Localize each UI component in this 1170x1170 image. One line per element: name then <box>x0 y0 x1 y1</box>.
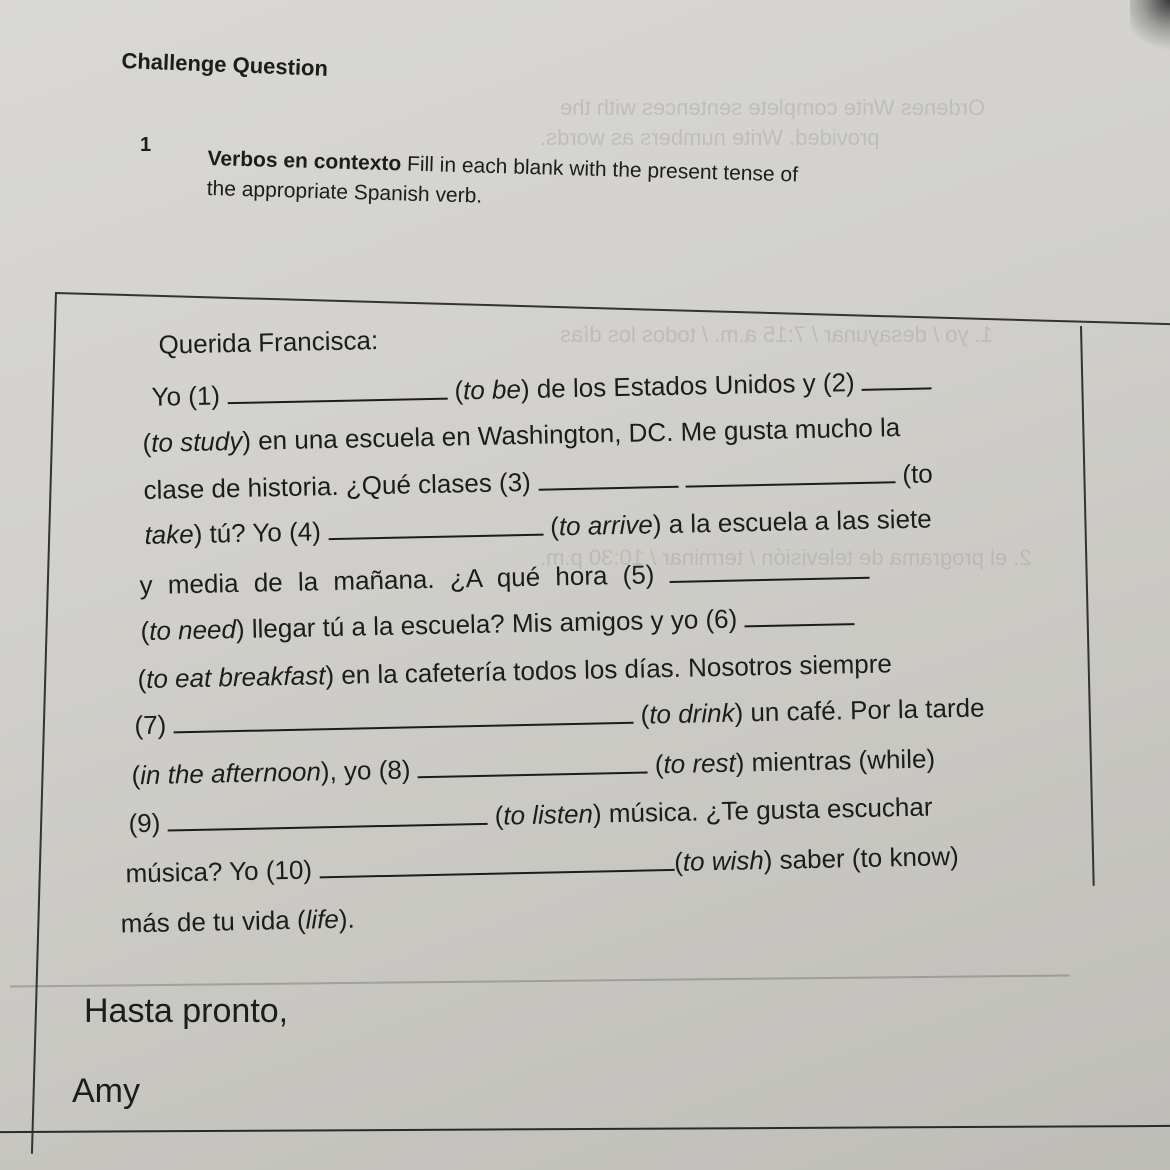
letter-text: ). <box>338 903 356 934</box>
letter-text: ) tú? Yo (4) <box>193 516 329 549</box>
letter-text: (9) <box>128 807 168 839</box>
instruction-text: Fill in each blank with the present tense of <box>406 152 799 187</box>
letter-text: (7) <box>134 709 174 741</box>
answer-blank[interactable] <box>319 849 674 878</box>
instruction-text: the appropriate Spanish verb. <box>206 176 483 208</box>
verb-hint: to wish <box>682 845 765 877</box>
letter-text: ) música. ¿Te gusta escuchar <box>592 791 933 829</box>
letter-text: música? Yo (10) <box>125 854 320 889</box>
answer-blank[interactable] <box>328 514 543 540</box>
letter-text: ( <box>647 749 664 780</box>
letter-closing: Hasta pronto, <box>84 992 289 1030</box>
letter-greeting: Querida Francisca: <box>158 325 379 360</box>
letter-line <box>120 904 355 940</box>
answer-blank[interactable] <box>862 367 932 390</box>
letter-text: ( <box>446 375 464 406</box>
verb-hint: to be <box>462 374 522 406</box>
question-instructions <box>206 144 1027 227</box>
letter-text: ( <box>140 615 150 647</box>
letter-text: ) saber (to know) <box>763 840 960 876</box>
page-corner-shadow <box>1130 0 1170 60</box>
verb-hint: to arrive <box>558 509 654 542</box>
verb-hint: in the afternoon <box>139 756 322 791</box>
letter-text: ( <box>487 800 504 831</box>
letter-text: ) en la cafetería todos los días. Nosotros siempre <box>325 648 893 691</box>
verb-hint: take <box>144 518 194 550</box>
letter-text: ) llegar tú a la escuela? Mis amigos y yo (6) <box>235 603 745 645</box>
letter-text: ), yo (8) <box>320 754 418 787</box>
bleed-through-text: 2. el programa de televisión / terminar / 10:30 p.m. <box>540 545 1032 570</box>
letter-text: ) de los Estados Unidos y (2) <box>520 366 863 405</box>
answer-blank[interactable] <box>685 461 895 487</box>
bleed-through-text: provided. Write numbers as words. <box>540 125 880 150</box>
verb-hint: to study <box>150 425 243 458</box>
letter-text: (to <box>894 458 934 490</box>
letter-text: ( <box>142 427 152 458</box>
letter-text: ( <box>633 699 650 730</box>
letter-text: Yo (1) <box>151 380 228 412</box>
answer-blank[interactable] <box>538 466 678 491</box>
answer-blank[interactable] <box>227 378 447 405</box>
verb-hint: to listen <box>503 798 594 831</box>
verb-hint: to eat breakfast <box>145 660 326 694</box>
question-title: Verbos en contexto <box>207 146 402 176</box>
letter-text: ( <box>137 663 147 695</box>
letter-text: ) un café. Por la tarde <box>734 692 985 728</box>
answer-blank[interactable] <box>417 751 647 778</box>
verb-hint: to rest <box>663 747 737 780</box>
answer-blank[interactable] <box>744 603 854 627</box>
letter-text: más de tu vida ( <box>120 904 306 939</box>
letter-signature: Amy <box>72 1072 140 1110</box>
answer-blank[interactable] <box>669 557 869 583</box>
letter-text: ) mientras (while) <box>735 743 936 778</box>
letter-text: y media de la mañana. ¿A qué hora (5) <box>139 558 670 601</box>
letter-text: ) en una escuela en Washington, DC. Me gusta mucho la <box>241 412 901 456</box>
section-heading: Challenge Question <box>121 48 329 81</box>
letter-text: ( <box>673 846 684 877</box>
verb-hint: life <box>305 903 340 935</box>
letter-text: clase de historia. ¿Qué clases (3) <box>143 466 539 505</box>
bleed-through-text: 1. yo / desayunar / 7:15 a.m. / todos los días <box>560 322 993 347</box>
letter-text: ( <box>542 511 560 542</box>
letter-text: ) a la escuela a las siete <box>652 503 932 540</box>
bleed-through-text: Ordenes Write complete sentences with the <box>560 95 986 120</box>
letter-text: ( <box>131 760 141 791</box>
answer-blank[interactable] <box>167 803 487 832</box>
question-number: 1 <box>140 134 152 156</box>
verb-hint: to drink <box>648 697 735 730</box>
verb-hint: to need <box>148 614 237 646</box>
